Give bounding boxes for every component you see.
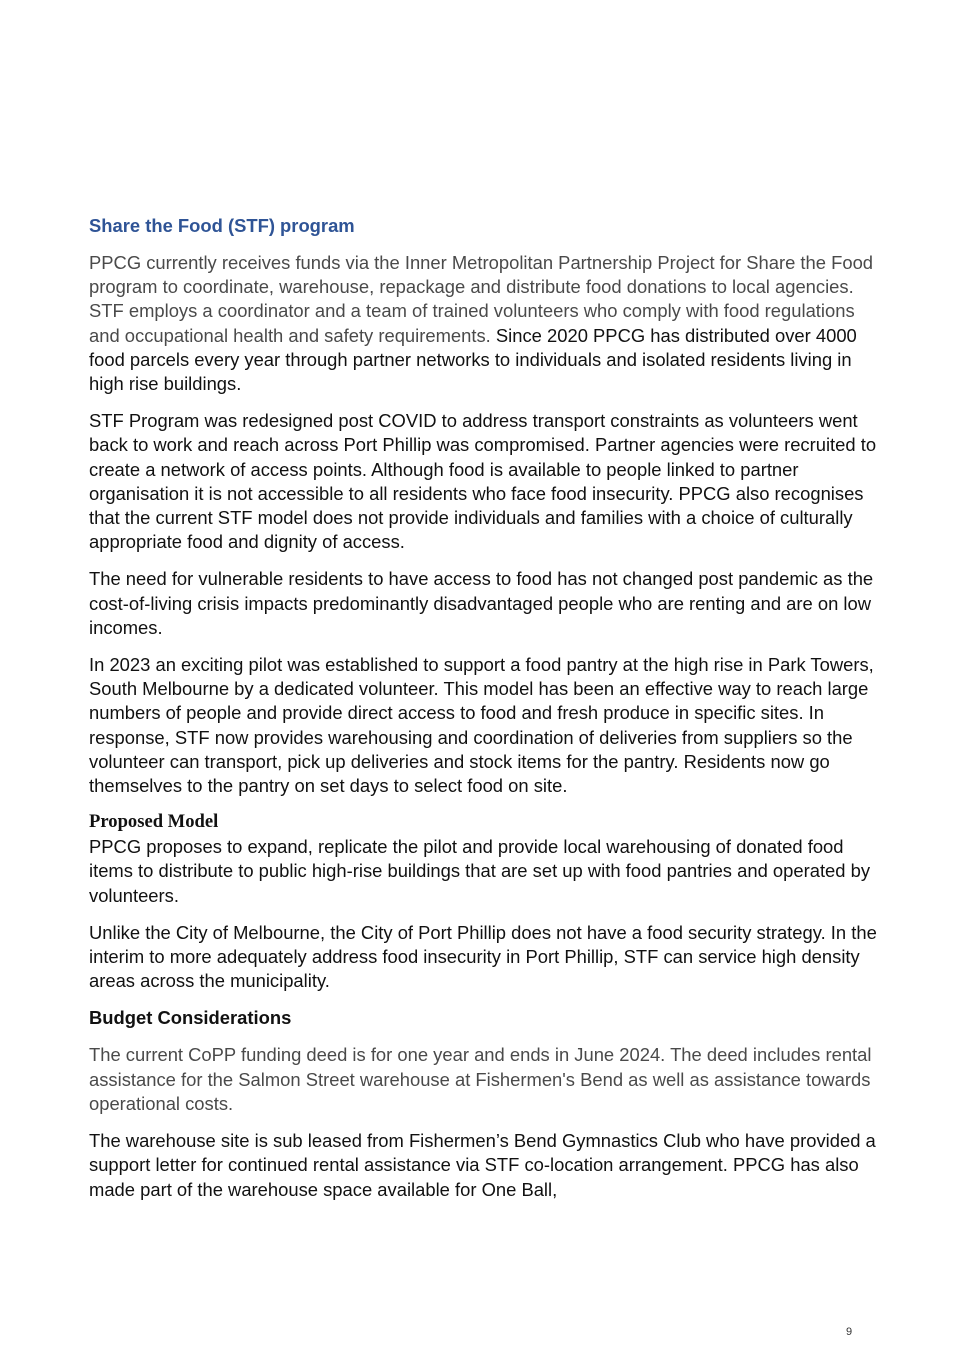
- page-content: [89, 214, 879, 1215]
- paragraph-proposed-expand: PPCG proposes to expand, replicate the pilot and provide local warehousing of donated food items to distribute to public high-rise buildings that are set up with food pantries and operated by volunteers.: [89, 836, 871, 906]
- section-heading-budget: Budget Considerations: [89, 1007, 292, 1029]
- paragraph-budget-warehouse: The warehouse site is sub leased from Fishermen’s Bend Gymnastics Club who have provided a support letter for continued rental assistance via STF co-location arrangement. PPCG has also made part of the warehouse space available for One Ball,: [89, 1130, 876, 1200]
- section-heading-stf: Share the Food (STF) program: [89, 215, 355, 236]
- paragraph-stf-pilot: In 2023 an exciting pilot was established to support a food pantry at the high rise in Park Towers, South Melbourne by a dedicated volunteer. This model has been an effective way to reach large numbers of people and provide direct access to food and fresh produce in specific sites. In response, STF now provides warehousing and coordination of deliveries from suppliers so the volunteer can transport, pick up deliveries and stock items for the pantry. Residents now go themselves to the pantry on set days to select food on site.: [89, 654, 874, 797]
- paragraph-stf-need: The need for vulnerable residents to have access to food has not changed post pandemic as the cost-of-living crisis impacts predominantly disadvantaged people who are renting and are on low incomes.: [89, 568, 874, 638]
- paragraph-proposed-strategy: Unlike the City of Melbourne, the City of Port Phillip does not have a food security strategy. In the interim to more adequately address food insecurity in Port Phillip, STF can service high density areas across the municipality.: [89, 921, 877, 992]
- paragraph-stf-redesign: STF Program was redesigned post COVID to address transport constraints as volunteers went back to work and reach across Port Phillip was compromised. Partner agencies were recruited to create a network of access points. Although food is available to people linked to partner organisation it is not accessible to all residents who face food insecurity. PPCG also recognises that the current STF model does not provide individuals and families with a choice of culturally appropriate food and dignity of access.: [89, 410, 877, 553]
- paragraph-budget-deed: The current CoPP funding deed is for one year and ends in June 2024. The deed includes rental assistance for the Salmon Street warehouse at Fishermen's Bend as well as assistance towards operational costs.: [89, 1044, 872, 1114]
- paragraph-stf-funding-gray: PPCG currently receives funds via the Inner Metropolitan Partnership Project for Share the Food program to coordinate, warehouse, repackage and distribute food donations to local agencies. STF employs a coordinator and a team of trained volunteers who comply with food regulations and occupational health and safety requirements.: [89, 252, 874, 346]
- paragraph-stf-funding-black: Since 2020 PPCG has distributed over 4000 food parcels every year through partner networks to individuals and isolated residents living in high rise buildings.: [89, 324, 857, 395]
- paragraph-stf-funding: [89, 251, 879, 396]
- section-heading-proposed-model: Proposed Model: [89, 811, 219, 833]
- page-number: 9: [846, 1326, 853, 1338]
